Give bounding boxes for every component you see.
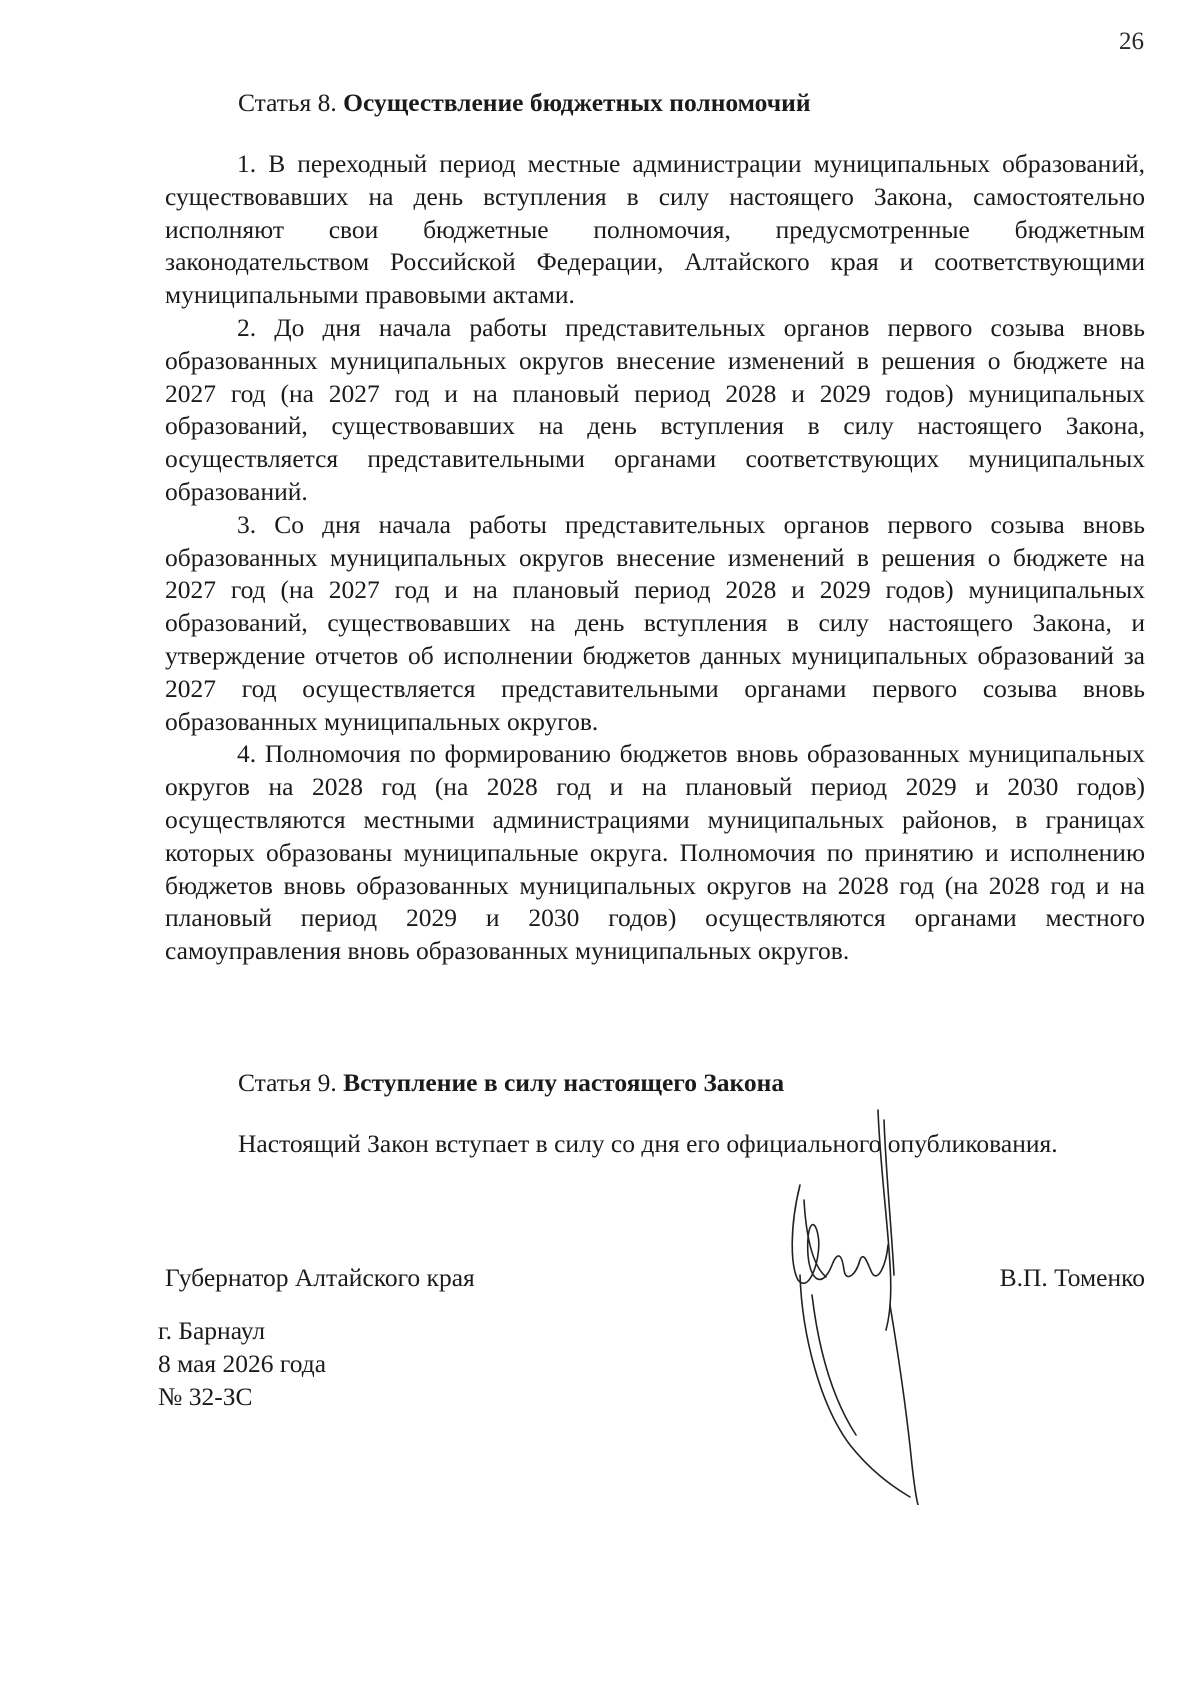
article-8-title: Осуществление бюджетных полномочий [343, 88, 811, 117]
law-date: 8 мая 2026 года [158, 1349, 327, 1378]
governor-title: Губернатор Алтайского края [165, 1263, 475, 1292]
signoff-block [158, 1314, 326, 1413]
governor-name: В.П. Томенко [999, 1263, 1145, 1292]
article-8-heading [238, 86, 811, 119]
city: г. Барнаул [158, 1316, 266, 1345]
article-8-paragraph-3: 3. Со дня начала работы представительных органов первого созыва вновь образованных муниципальных округов внесение изменений в решения о бюджете на 2027 год (на 2027 год и на плановый период 2028 и 2029 годов) муниципальных образований, существовавших на день вступления в силу настоящего Закона, и утверждение отчетов об исполнении бюджетов данных муниципальных образований за 2027 год осуществляется представительными органами первого созыва вновь образованных муниципальных округов. [165, 509, 1145, 736]
article-9-label: Статья 9. [238, 1068, 337, 1097]
article-8-paragraph-1: 1. В переходный период местные администрации муниципальных образований, существовавших на день вступления в силу настоящего Закона, самостоятельно исполняют свои бюджетные полномочия, предусмотренные бюджетным законодательством Российской Федерации, Алтайского края и соответствующими муниципальными правовыми актами. [165, 149, 1145, 310]
article-9-heading [238, 1066, 784, 1099]
article-9-title: Вступление в силу настоящего Закона [343, 1068, 785, 1097]
article-9-text: Настоящий Закон вступает в силу со дня его официального опубликования. [238, 1129, 1058, 1158]
article-8-label: Статья 8. [238, 88, 337, 117]
page-number: 26 [1119, 28, 1144, 55]
article-8-body [165, 148, 1145, 968]
law-number: № 32-ЗС [158, 1382, 253, 1411]
article-8-paragraph-2: 2. До дня начала работы представительных органов первого созыва вновь образованных муниципальных округов внесение изменений в решения о бюджете на 2027 год (на 2027 год и на плановый период 2028 и 2029 годов) муниципальных образований, существовавших на день вступления в силу настоящего Закона, осуществляется представительными органами соответствующих муниципальных образований. [165, 312, 1145, 506]
article-8-paragraph-4: 4. Полномочия по формированию бюджетов вновь образованных муниципальных округов на 2028 год (на 2028 год и на плановый период 2029 и 2030 годов) осуществляются местными администрациями муниципальных районов, в границах которых образованы муниципальные округа. Полномочия по принятию и исполнению бюджетов вновь образованных муниципальных округов на 2028 год (на 2028 год и на плановый период 2029 и 2030 годов) осуществляются органами местного самоуправления вновь образованных муниципальных округов. [165, 739, 1145, 966]
handwritten-signature [760, 1105, 970, 1505]
